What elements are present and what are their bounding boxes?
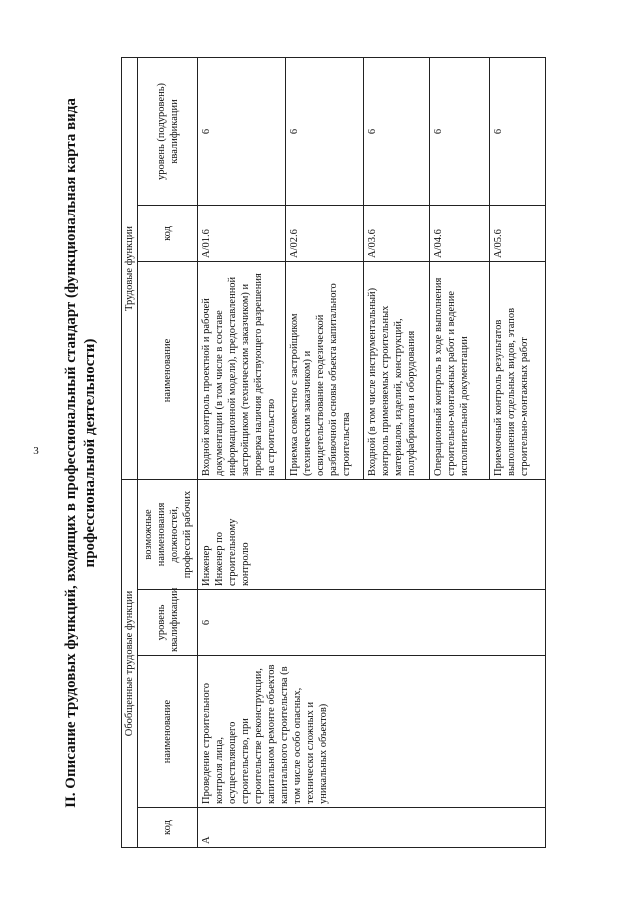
function-code-cell: A/03.6	[364, 205, 430, 261]
page-number: 3	[33, 445, 39, 457]
group-generalized-header: Обобщенные трудовые функции	[122, 479, 138, 847]
col-code-header: код	[138, 808, 198, 848]
function-name-cell: Приемочный контроль результатов выполнения отдельных видов, этапов строительно-монтажных работ	[490, 261, 546, 479]
generalized-name-cell: Проведение строительного контроля лица, осуществляющего строительство, при строительстве реконструкции, капитальном ремонте объектов капитального строительства (в том числе особо опасных, технически сложных и уникальных объектов)	[198, 656, 546, 808]
function-name-cell: Входной контроль проектной и рабочей документации (в том числе в составе информационной модели), предоставленной застройщиком (техническим заказчиком) и проверка наличия действующего разрешения на строительство	[198, 261, 286, 479]
function-code-cell: A/01.6	[198, 205, 286, 261]
section-heading	[56, 58, 118, 848]
generalized-level-cell: 6	[198, 590, 546, 656]
col-positions-header: возможные наименования должностей, профессий рабочих	[138, 479, 198, 589]
function-code-cell: A/05.6	[490, 205, 546, 261]
col-fn-name-header: наименование	[138, 261, 198, 479]
function-code-cell: A/04.6	[430, 205, 490, 261]
function-level-cell: 6	[364, 57, 430, 205]
col-name-header: наименование	[138, 656, 198, 808]
header-group-row	[122, 57, 138, 847]
function-level-cell: 6	[430, 57, 490, 205]
table-row	[198, 57, 286, 847]
function-name-cell: Входной (в том числе инструментальный) контроль применяемых строительных материалов, изделий, конструкций, полуфабрикатов и оборудования	[364, 261, 430, 479]
functional-map-table	[121, 57, 546, 848]
generalized-positions-cell: Инженер Инженер по строительному контролю	[198, 479, 546, 589]
generalized-code-cell: А	[198, 808, 546, 848]
function-name-cell: Операционный контроль в ходе выполнения строительно-монтажных работ и ведение исполнительной документации	[430, 261, 490, 479]
heading-line-1: II. Описание трудовых функций, входящих в профессиональный стандарт (функциональная карта вида	[63, 98, 79, 808]
header-columns-row	[138, 57, 198, 847]
col-fn-level-header: уровень (подуровень) квалификации	[138, 57, 198, 205]
col-fn-code-header: код	[138, 205, 198, 261]
function-level-cell: 6	[286, 57, 364, 205]
function-code-cell: A/02.6	[286, 205, 364, 261]
heading-line-2: профессиональной деятельности)	[82, 338, 98, 568]
rotated-page	[56, 58, 626, 848]
function-level-cell: 6	[198, 57, 286, 205]
function-level-cell: 6	[490, 57, 546, 205]
group-functions-header: Трудовые функции	[122, 57, 138, 479]
col-level-header: уровень квалификации	[138, 590, 198, 656]
function-name-cell: Приемка совместно с застройщиком (техническим заказчиком) и освидетельствование геодезической разбивочной основы объекта капитального строительства	[286, 261, 364, 479]
